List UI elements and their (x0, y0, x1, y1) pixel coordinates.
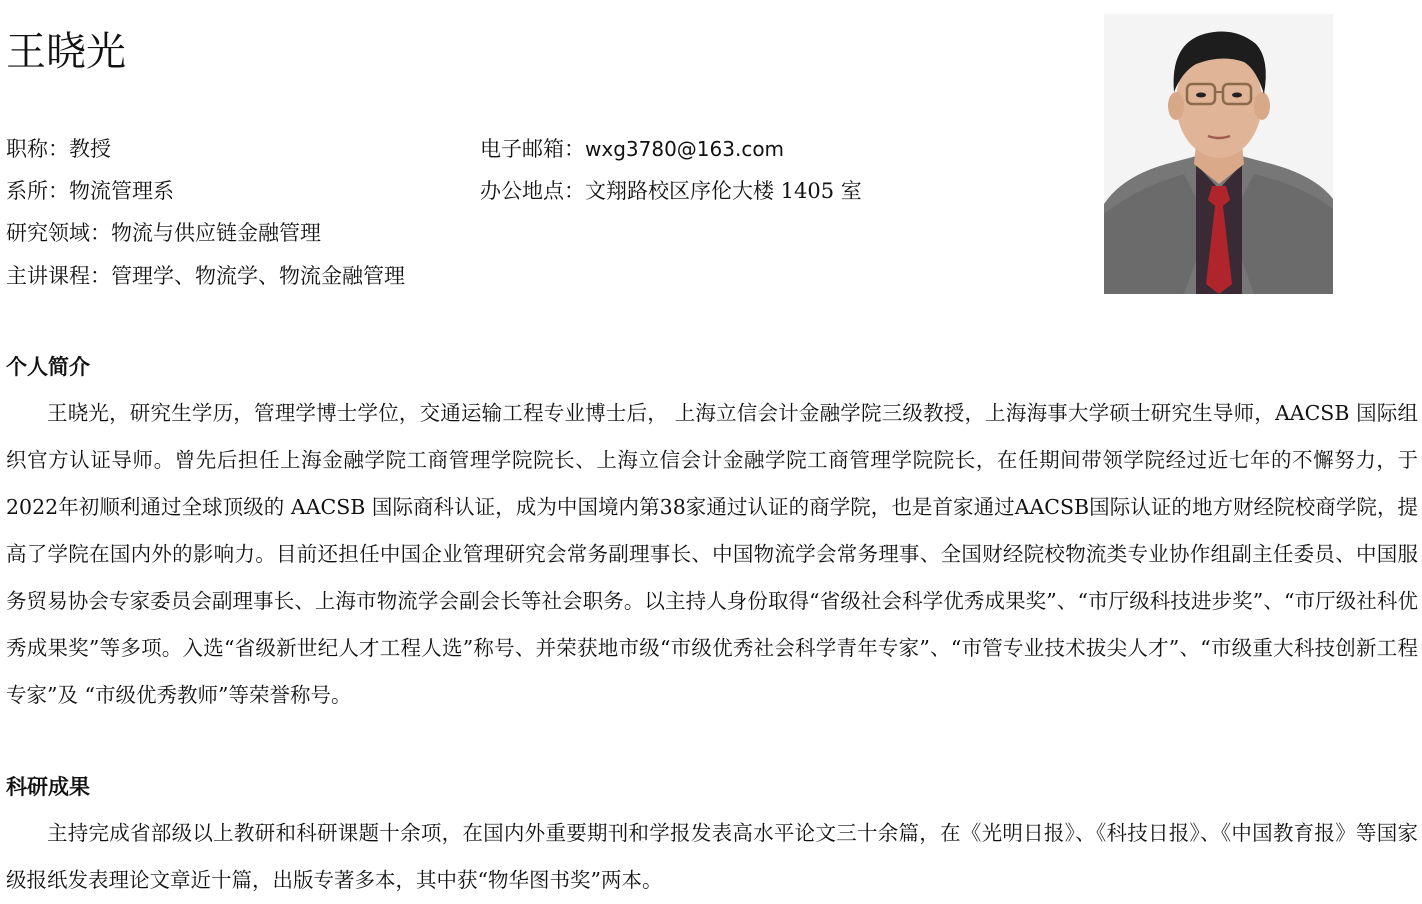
research-heading: 科研成果 (6, 775, 90, 799)
person-name: 王晓光 (6, 29, 126, 75)
courses-row: 主讲课程：管理学、物流学、物流金融管理 (6, 264, 405, 288)
intro-heading: 个人简介 (6, 355, 90, 379)
email-row (480, 134, 784, 164)
email-label: 电子邮箱： (480, 137, 585, 161)
office-value: 文翔路校区序伦大楼 1405 室 (585, 179, 862, 203)
title-row: 职称：教授 (6, 137, 111, 161)
portrait-photo (1104, 14, 1333, 294)
research-paragraph: 主持完成省部级以上教研和科研课题十余项，在国内外重要期刊和学报发表高水平论文三十余篇，在《光明日报》、《科技日报》、《中国教育报》等国家级报纸发表理论文章近十篇，出版专著多本，其中获“物华图书奖”两本。 (6, 821, 1418, 892)
office-row (480, 176, 862, 206)
email-value: wxg3780@163.com (585, 137, 785, 161)
intro-paragraph: 王晓光，研究生学历，管理学博士学位，交通运输工程专业博士后， 上海立信会计金融学院三级教授，上海海事大学硕士研究生导师，AACSB 国际组织官方认证导师。曾先后担任上海金融学院工商管理学院院长、上海立信会计金融学院工商管理学院院长，在任期间带领学院经过近七年的不懈努力，于2022年初顺利通过全球顶级的 AACSB 国际商科认证，成为中国境内第38家通过认证的商学院，也是首家通过AACSB国际认证的地方财经院校商学院，提高了学院在国内外的影响力。目前还担任中国企业管理研究会常务副理事长、中国物流学会常务理事、全国财经院校物流类专业协作组副主任委员、中国服务贸易协会专家委员会副理事长、上海市物流学会副会长等社会职务。以主持人身份取得“省级社会科学优秀成果奖”、“市厅级科技进步奖”、“市厅级社科优秀成果奖”等多项。入选“省级新世纪人才工程人选”称号、并荣获地市级“市级优秀社会科学青年专家”、“市管专业技术拔尖人才”、“市级重大科技创新工程专家”及 “市级优秀教师”等荣誉称号。 (6, 401, 1418, 707)
research-field-row: 研究领域：物流与供应链金融管理 (6, 221, 321, 245)
department-row: 系所：物流管理系 (6, 179, 174, 203)
office-label: 办公地点： (480, 179, 585, 203)
